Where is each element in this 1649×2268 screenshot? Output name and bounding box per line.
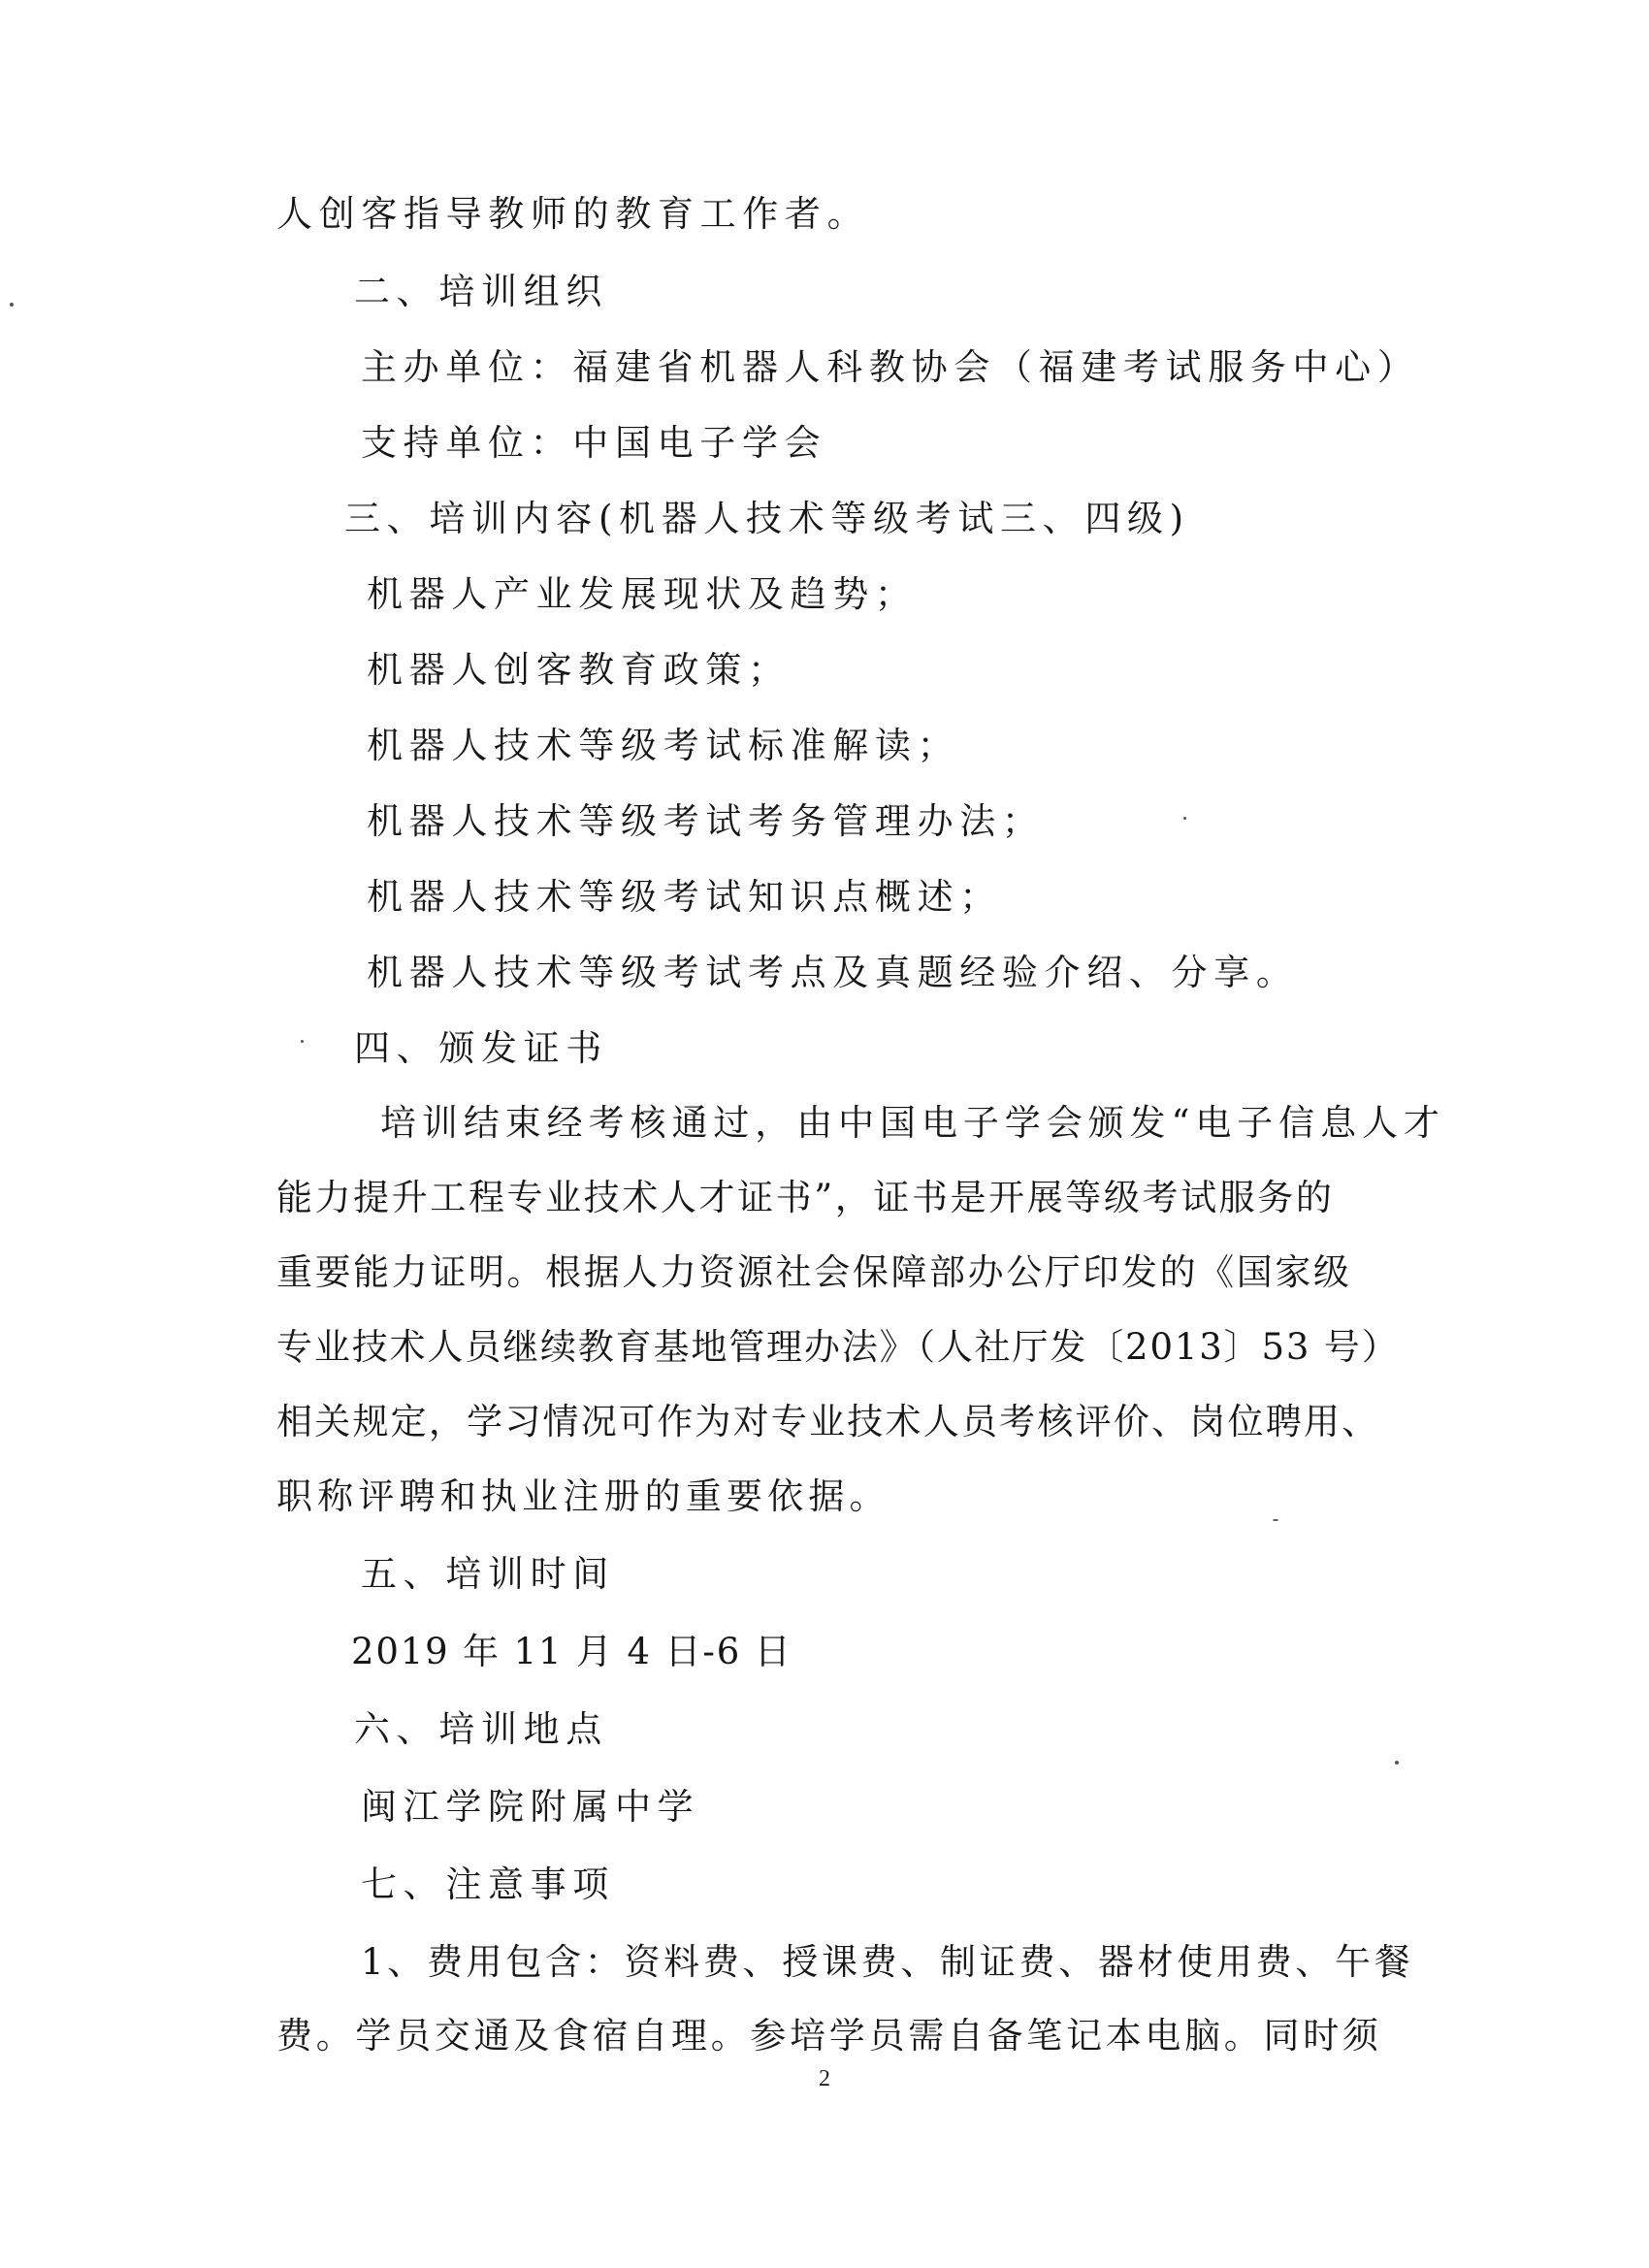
section-heading-certificate: 四、颁发证书 [354, 1027, 608, 1069]
paragraph-line: 相关规定，学习情况可作为对专业技术人员考核评价、岗位聘用、 [276, 1401, 1380, 1442]
paragraph-line: 培训结束经考核通过，由中国电子学会颁发“电子信息人才 [380, 1102, 1445, 1144]
section-heading-content: 三、培训内容(机器人技术等级考试三、四级) [344, 498, 1190, 539]
section-heading-location: 六、培训地点 [354, 1708, 608, 1750]
list-item: 机器人技术等级考试知识点概述； [367, 876, 1002, 918]
section-heading-notes: 七、注意事项 [361, 1863, 615, 1905]
page-number: 2 [819, 2066, 830, 2091]
paragraph-line: 能力提升工程专业技术人才证书”，证书是开展等级考试服务的 [276, 1177, 1335, 1218]
training-location: 闽江学院附属中学 [361, 1786, 700, 1828]
text-line: 人创客指导教师的教育工作者。 [276, 193, 870, 235]
text-line: 支持单位：中国电子学会 [361, 422, 827, 464]
list-item: 机器人产业发展现状及趋势； [367, 573, 918, 615]
paragraph-line: 费。学员交通及食宿自理。参培学员需自备笔记本电脑。同时须 [276, 2015, 1382, 2057]
scan-speck [301, 1040, 304, 1043]
paragraph-line: 专业技术人员继续教育基地管理办法》（人社厅发〔2013〕53 号） [276, 1326, 1400, 1368]
text-line: 主办单位：福建省机器人科教协会（福建考试服务中心） [361, 346, 1420, 388]
paragraph-line: 职称评聘和执业注册的重要依据。 [276, 1475, 890, 1517]
scan-speck [10, 303, 14, 307]
list-item: 机器人技术等级考试考点及真题经验介绍、分享。 [367, 952, 1299, 993]
paragraph-line: 1、费用包含：资料费、授课费、制证费、器材使用费、午餐 [361, 1941, 1414, 1983]
list-item: 机器人技术等级考试考务管理办法； [367, 800, 1045, 842]
list-item: 机器人技术等级考试标准解读； [367, 725, 960, 766]
scan-speck [1273, 1519, 1278, 1521]
scan-speck [1183, 817, 1186, 820]
list-item: 机器人创客教育政策； [367, 649, 791, 691]
section-heading-time: 五、培训时间 [361, 1553, 615, 1595]
scan-speck [1395, 1761, 1399, 1765]
paragraph-line: 重要能力证明。根据人力资源社会保障部办公厅印发的《国家级 [276, 1251, 1352, 1293]
section-heading-organization: 二、培训组织 [354, 271, 608, 312]
training-date: 2019 年 11 月 4 日-6 日 [351, 1631, 792, 1672]
